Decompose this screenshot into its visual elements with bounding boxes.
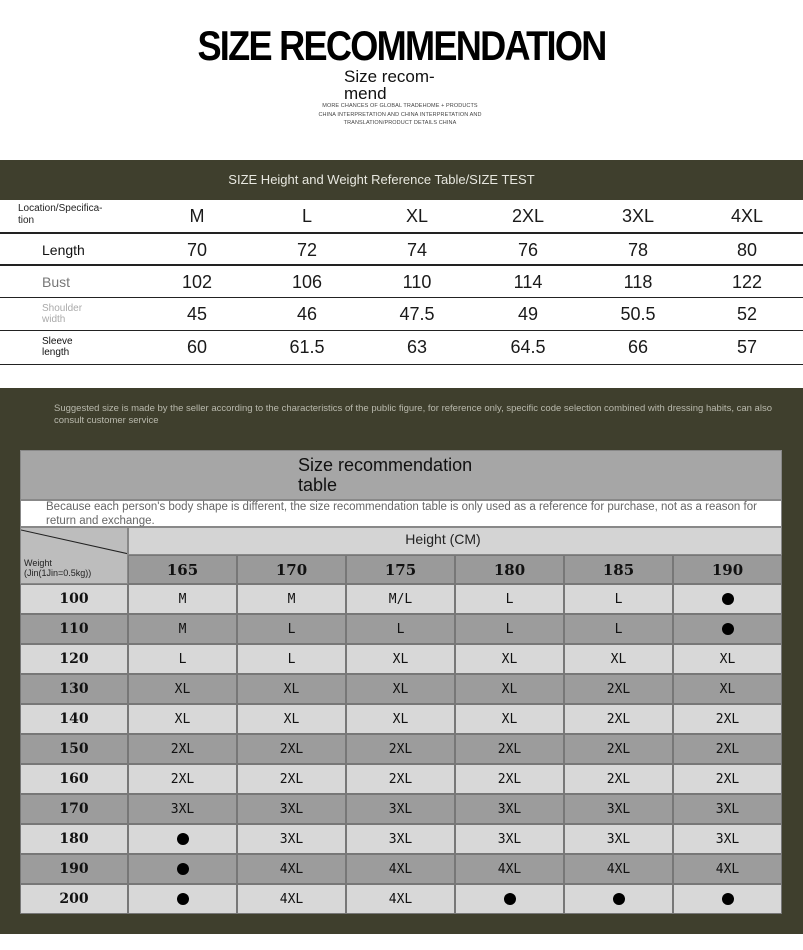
recommended-size-cell: 4XL [237,854,346,884]
recommended-size-cell: 3XL [564,824,673,854]
measurement-cell: 106 [291,271,323,292]
recommended-size-cell: 2XL [128,764,237,794]
measurement-cell: 57 [736,336,758,357]
size-header-cell: XL [405,205,429,226]
weight-axis-label [24,558,91,578]
not-available-cell [128,884,237,914]
recommended-size-cell: 3XL [346,794,455,824]
measurement-cell: 45 [186,303,208,324]
measurement-cell: 102 [181,271,213,292]
label-line-1: Sleeve [42,336,73,347]
recommended-size-cell: 4XL [346,854,455,884]
recommended-size-cell: 2XL [346,734,455,764]
not-available-dot-icon [722,593,734,605]
weight-row-header: 150 [20,734,128,764]
recommended-size-cell: M/L [346,584,455,614]
corner-label-line-1: Location/Specifica- [18,203,103,214]
not-available-cell [128,854,237,884]
measurement-cell: 49 [517,303,539,324]
subtitle-line-1: Size recom- [344,67,435,86]
recommended-size-cell: L [346,614,455,644]
recommended-size-cell: M [128,614,237,644]
size-header-cell: M [189,205,205,226]
recommended-size-cell: XL [455,644,564,674]
not-available-dot-icon [722,893,734,905]
fine-print-line-1: MORE CHANCES OF GLOBAL TRADEHOME + PRODUCTS [322,103,478,109]
weight-row-header: 190 [20,854,128,884]
size-header-cell: 2XL [511,205,545,226]
recommended-size-cell: XL [564,644,673,674]
measurement-cell: 110 [402,271,432,292]
recommended-size-cell: 2XL [564,704,673,734]
not-available-dot-icon [504,893,516,905]
size-table-row [0,233,803,265]
measurement-cell: 46 [296,303,318,324]
not-available-dot-icon [177,893,189,905]
recommended-size-cell: 2XL [673,704,782,734]
size-table-header-row [0,200,803,233]
row-label-sleeve-length [42,331,73,363]
weight-row-header: 200 [20,884,128,914]
weight-row-header: 180 [20,824,128,854]
size-header-cell: L [301,205,312,226]
recommended-size-cell: XL [346,704,455,734]
size-header-cell: 3XL [621,205,655,226]
measurement-cell: 70 [186,239,208,260]
measurement-cell: 78 [627,239,649,260]
recommended-size-cell: XL [455,674,564,704]
recommended-size-cell: L [237,644,346,674]
height-header-cell: 185 [564,555,673,584]
height-header-cell: 190 [673,555,782,584]
recommended-size-cell: 4XL [346,884,455,914]
recommended-size-cell: XL [455,704,564,734]
recommended-size-cell: XL [128,704,237,734]
recommended-size-cell: 3XL [455,794,564,824]
recommended-size-cell: 3XL [673,824,782,854]
recommendation-title-line-2: table [298,475,338,495]
recommended-size-cell: 3XL [673,794,782,824]
measurement-cell: 64.5 [510,336,546,357]
size-table-corner-label [18,203,103,227]
measurement-cell: 118 [623,271,653,292]
fine-print-line-3: TRANSLATION/PRODUCT DETAILS CHINA [343,120,457,126]
recommended-size-cell: XL [237,674,346,704]
page-header [0,0,803,160]
recommended-size-cell: L [455,584,564,614]
recommended-size-cell: XL [673,674,782,704]
weight-row-header: 130 [20,674,128,704]
not-available-dot-icon [177,863,189,875]
height-header-cell: 165 [128,555,237,584]
recommended-size-cell: 2XL [673,734,782,764]
recommended-size-cell: 3XL [455,824,564,854]
measurement-cell: 66 [627,336,649,357]
not-available-cell [455,884,564,914]
not-available-cell [564,884,673,914]
recommended-size-cell: 3XL [346,824,455,854]
not-available-cell [673,584,782,614]
label-line-2: length [42,347,70,358]
size-table-row [0,331,803,365]
recommended-size-cell: 2XL [564,734,673,764]
size-header-cell: 4XL [730,205,764,226]
recommended-size-cell: 4XL [564,854,673,884]
fine-print-line-2: CHINA INTERPRETATION AND CHINA INTERPRETATION AND [318,111,482,118]
row-label-shoulder-width [42,298,82,330]
seller-note: Suggested size is made by the seller according to the characteristics of the public figure, for reference only, specific code selection combined with dressing habits, can also consult customer service [54,403,772,426]
weight-row-header: 160 [20,764,128,794]
recommended-size-cell: L [564,584,673,614]
recommended-size-cell: XL [673,644,782,674]
recommended-size-cell: 2XL [455,764,564,794]
corner-label-line-2: tion [18,215,35,226]
recommended-size-cell: 2XL [128,734,237,764]
recommended-size-cell: 2XL [455,734,564,764]
size-table-row [0,298,803,331]
size-table-title: SIZE Height and Weight Reference Table/SIZE TEST [228,172,535,187]
not-available-dot-icon [177,833,189,845]
recommended-size-cell: L [455,614,564,644]
row-label-bust: Bust [42,274,71,290]
not-available-cell [673,884,782,914]
measurement-cell: 122 [731,271,763,292]
size-table-row [0,265,803,298]
measurement-cell: 114 [513,271,543,292]
recommended-size-cell: XL [237,704,346,734]
recommended-size-cell: 4XL [455,854,564,884]
recommended-size-cell: 2XL [673,764,782,794]
recommended-size-cell: L [128,644,237,674]
measurement-cell: 80 [736,239,758,260]
measurement-cell: 76 [517,239,539,260]
recommendation-title [298,455,518,495]
weight-row-header: 120 [20,644,128,674]
weight-row-header: 110 [20,614,128,644]
height-axis-label: Height (CM) [405,531,481,547]
label-line-2: width [42,314,66,325]
measurement-cell: 52 [736,303,758,324]
recommended-size-cell: 4XL [673,854,782,884]
measurement-cell: 72 [296,239,318,260]
recommended-size-cell: 3XL [237,824,346,854]
recommendation-title-line-1: Size recommendation [298,455,473,475]
measurement-cell: 61.5 [289,336,325,357]
not-available-cell [673,614,782,644]
weight-label-line-2: (Jin(1Jin=0.5kg)) [24,568,92,578]
measurement-cell: 63 [406,336,428,357]
not-available-cell [128,824,237,854]
recommended-size-cell: 2XL [237,734,346,764]
measurement-cell: 60 [186,336,208,357]
recommended-size-cell: XL [346,644,455,674]
recommended-size-cell: 4XL [237,884,346,914]
height-header-cell: 180 [455,555,564,584]
not-available-dot-icon [722,623,734,635]
not-available-dot-icon [613,893,625,905]
label-line-1: Shoulder [42,303,83,314]
disclaimer-text: Because each person's body shape is different, the size recommendation table is only used as a reference for purchase, not as a reason for return and exchange. [46,501,757,527]
recommended-size-cell: 2XL [564,674,673,704]
recommended-size-cell: 3XL [128,794,237,824]
height-header-cell: 175 [346,555,455,584]
recommended-size-cell: M [128,584,237,614]
recommended-size-cell: 3XL [564,794,673,824]
recommended-size-cell: 3XL [237,794,346,824]
recommended-size-cell: L [237,614,346,644]
row-label-length: Length [42,242,85,258]
measurement-cell: 50.5 [620,303,656,324]
recommended-size-cell: XL [346,674,455,704]
measurement-cell: 47.5 [399,303,435,324]
weight-label-line-1: Weight [24,558,52,568]
subtitle-line-2: mend [344,84,387,103]
height-header-cell: 170 [237,555,346,584]
recommended-size-cell: 2XL [564,764,673,794]
page-subtitle [344,68,464,102]
weight-row-header: 170 [20,794,128,824]
recommended-size-cell: 2XL [346,764,455,794]
recommended-size-cell: 2XL [237,764,346,794]
weight-row-header: 140 [20,704,128,734]
recommended-size-cell: M [237,584,346,614]
recommended-size-cell: L [564,614,673,644]
measurement-cell: 74 [406,239,428,260]
recommended-size-cell: XL [128,674,237,704]
page-title: SIZE RECOMMENDATION [197,22,606,69]
header-fine-print [300,102,500,128]
weight-row-header: 100 [20,584,128,614]
